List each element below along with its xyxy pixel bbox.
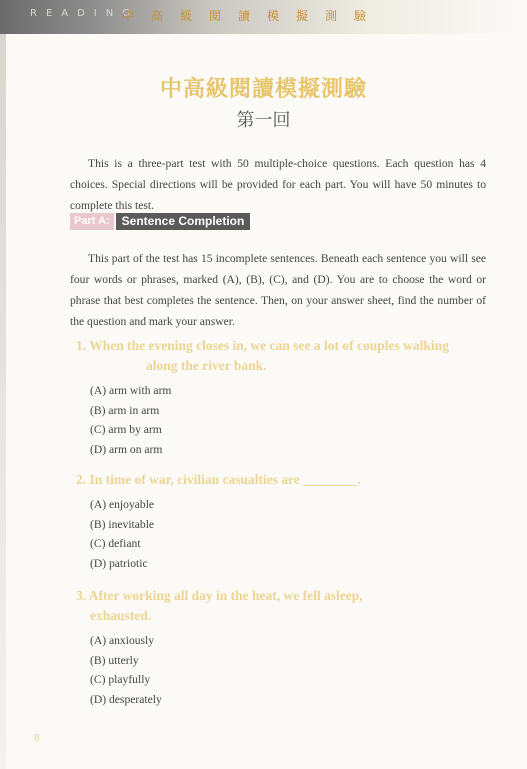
option-b: (B) inevitable: [90, 517, 155, 531]
part-tag: Part A:: [70, 213, 114, 230]
option-c: (C) playfully: [90, 673, 151, 686]
page-number: 8: [34, 732, 40, 744]
question-3: [76, 586, 490, 709]
part-name: Sentence Completion: [116, 213, 251, 230]
question-stem: [76, 470, 490, 490]
question-stem-line1: 1. When the evening closes in, we can see a lot of couples walking: [76, 338, 449, 353]
part-heading: [70, 213, 250, 230]
page-title: 中高級閱讀模擬測驗: [159, 76, 367, 102]
option-c: (C) arm by arm: [90, 423, 162, 436]
option-a: (A) anxiously: [90, 634, 155, 647]
header-title: 中高級閱讀模擬測驗: [122, 9, 384, 23]
question-stem-line2: exhausted.: [90, 608, 152, 623]
question-2: [76, 470, 490, 573]
left-margin-bar: [0, 34, 6, 769]
page-header: [0, 0, 527, 34]
instructions-paragraph: This part of the test has 15 incomplete sentences. Beneath each sentence you will see four words or phrases, marked (A), (B), (C), and (D). You are to choose the word or phrase that best completes the sentence. Then, on your answer sheet, find the number of the question and mark your answer.: [70, 251, 486, 328]
option-a: (A) arm with arm: [90, 384, 172, 397]
page-subtitle: 第一回: [236, 110, 291, 131]
question-1: [76, 336, 490, 459]
intro-paragraph: This is a three-part test with 50 multiple-choice questions. Each question has 4 choices. Special directions will be provided for each part. You will have 50 minutes to complete this test.: [70, 156, 486, 212]
question-stem-line2: along the river bank.: [146, 358, 267, 373]
option-b: (B) utterly: [90, 653, 139, 667]
option-d: (D) desperately: [90, 692, 162, 706]
option-b: (B) arm in arm: [90, 403, 160, 417]
option-c: (C) defiant: [90, 537, 141, 550]
header-reading-label: READING: [30, 8, 139, 19]
question-stem-line1: 3. After working all day in the heat, we fell asleep,: [76, 588, 363, 603]
option-a: (A) enjoyable: [90, 498, 155, 511]
question-stem-line1: 2. In time of war, civilian casualties are ________.: [76, 472, 361, 487]
question-stem: [76, 336, 490, 376]
option-d: (D) arm on arm: [90, 442, 163, 456]
option-d: (D) patriotic: [90, 556, 148, 570]
question-stem: [76, 586, 490, 626]
